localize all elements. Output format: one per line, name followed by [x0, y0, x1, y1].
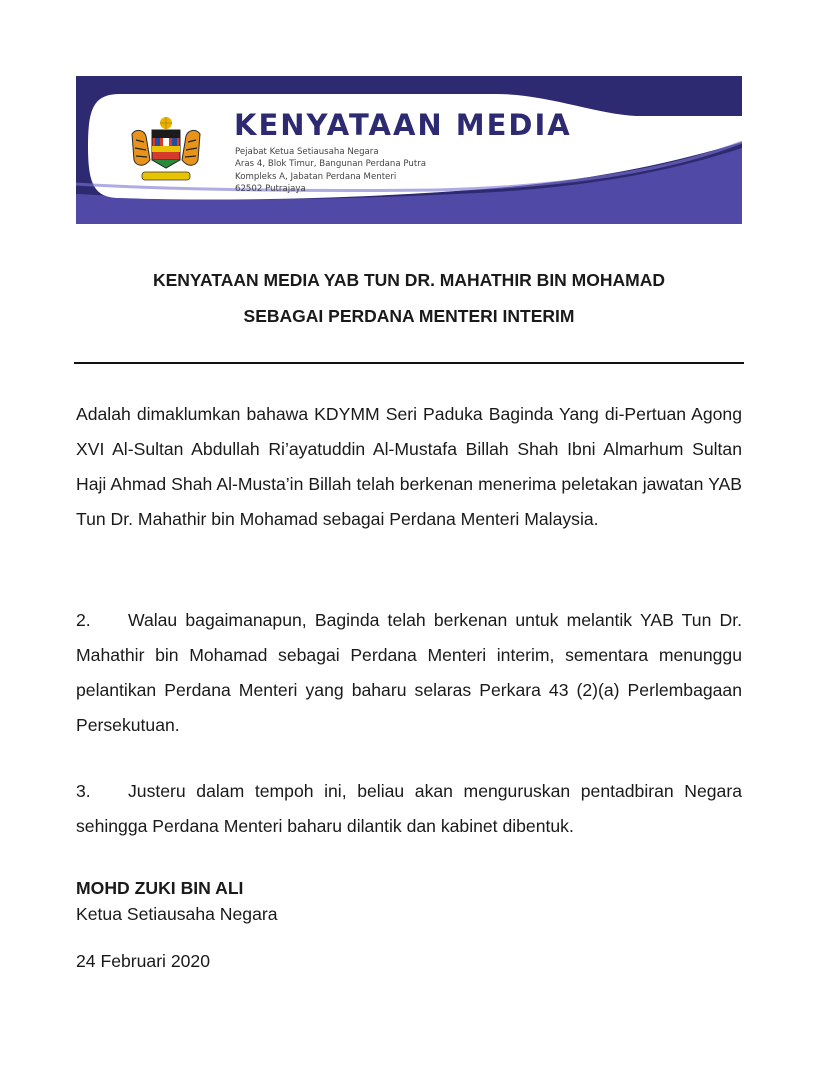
address-line: Aras 4, Blok Timur, Bangunan Perdana Putra: [235, 159, 427, 170]
document-date: 24 Februari 2020: [76, 951, 210, 971]
address-line: Pejabat Ketua Setiausaha Negara: [235, 147, 379, 157]
document-title-line-2: SEBAGAI PERDANA MENTERI INTERIM: [243, 306, 575, 326]
document-title-line-1: KENYATAAN MEDIA YAB TUN DR. MAHATHIR BIN MOHAMAD: [152, 270, 666, 290]
office-address: [235, 146, 426, 196]
malaysia-coat-of-arms-icon: [122, 114, 210, 186]
paragraph-1: [76, 397, 742, 537]
paragraph-number: 3.: [76, 781, 91, 801]
title-divider: [74, 362, 744, 364]
paragraph-text: Walau bagaimanapun, Baginda telah berkenan untuk melantik YAB Tun Dr. Mahathir bin Mohamad sebagai Perdana Menteri interim, sementara menunggu pelantikan Perdana Menteri yang baharu selaras Perkara 43 (2)(a) Perlembagaan Persekutuan.: [76, 610, 742, 735]
paragraph-2: [76, 603, 742, 743]
header-banner: [76, 76, 742, 224]
signatory-name: MOHD ZUKI BIN ALI: [76, 878, 244, 898]
paragraph-text: Justeru dalam tempoh ini, beliau akan menguruskan pentadbiran Negara sehingga Perdana Menteri baharu dilantik dan kabinet dibentuk.: [76, 781, 742, 836]
signatory-title: Ketua Setiausaha Negara: [76, 904, 278, 924]
address-line: Kompleks A, Jabatan Perdana Menteri: [235, 171, 397, 182]
paragraph-3: [76, 774, 742, 844]
address-line: 62502 Putrajaya: [235, 184, 306, 195]
paragraph-number: 2.: [76, 610, 91, 630]
banner-title: KENYATAAN MEDIA: [234, 108, 572, 142]
paragraph-text: Adalah dimaklumkan bahawa KDYMM Seri Paduka Baginda Yang di-Pertuan Agong XVI Al-Sultan Abdullah Ri’ayatuddin Al-Mustafa Billah Shah Ibni Almarhum Sultan Haji Ahmad Shah Al-Musta’in Billah telah berkenan menerima peletakan jawatan YAB Tun Dr. Mahathir bin Mohamad sebagai Perdana Menteri Malaysia.: [76, 404, 742, 529]
